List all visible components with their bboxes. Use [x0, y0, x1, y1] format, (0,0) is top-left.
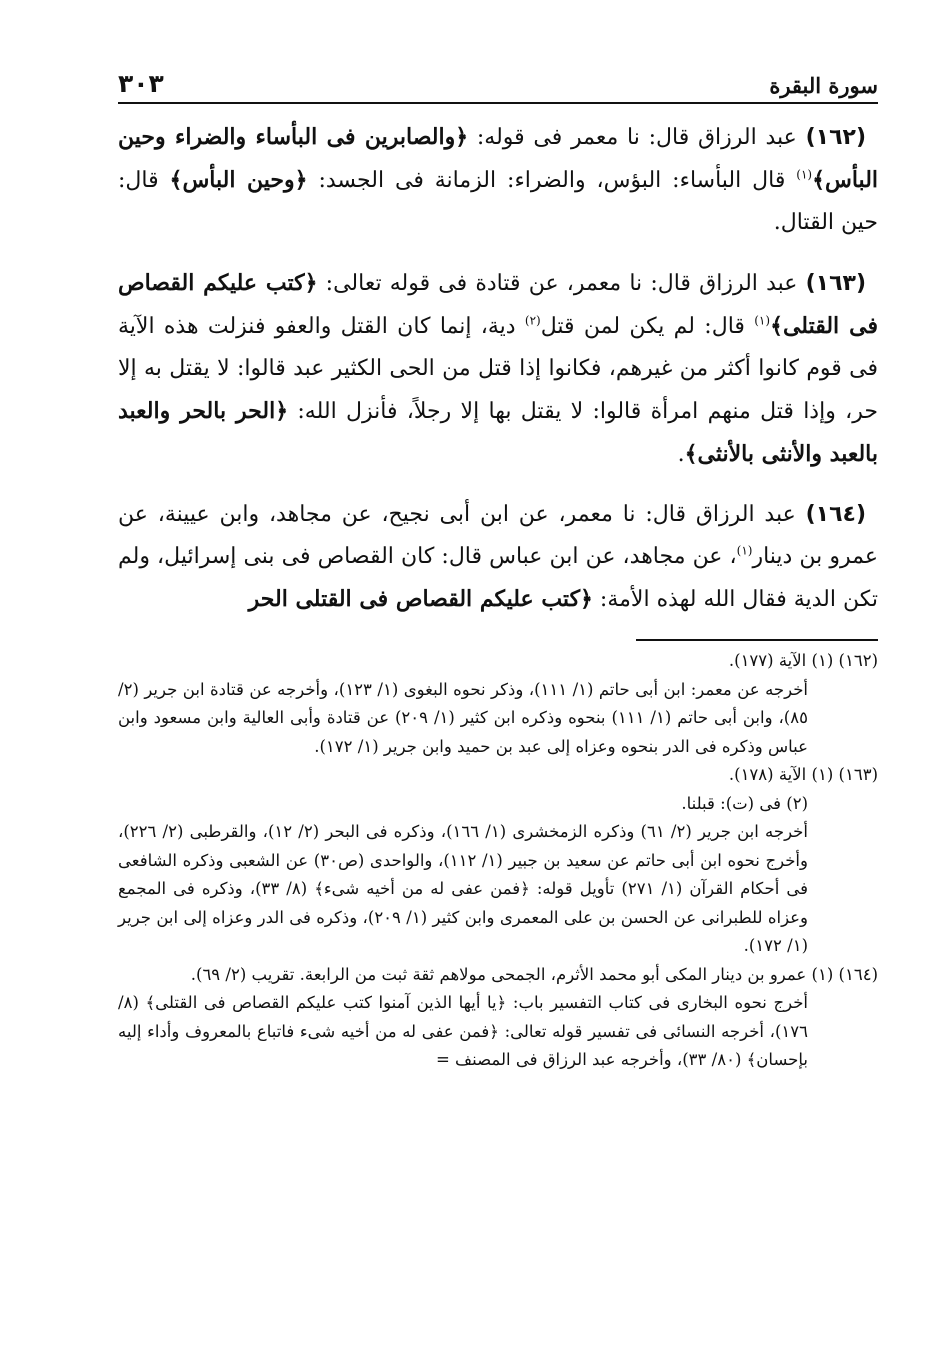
- footnote-ref: (١): [796, 167, 813, 182]
- page-number: ٣٠٣: [118, 69, 164, 98]
- paragraph-text: دية، إنما كان القتل والعفو فنزلت هذه الآية فى قوم كانوا أكثر من غيرهم، فكانوا إذا قتل من الحى الكثير عبد قالوا: لا يقتل به إلا حر، وإذا قتل منهم امرأة قالوا: لا يقتل بها إلا رجلاً، فأنزل الله:: [118, 314, 878, 424]
- hadith-number: (١٦٤): [805, 502, 866, 527]
- quran-quote: ﴿الحر بالحر والعبد بالعبد والأنثى بالأنثى﴾: [118, 398, 878, 467]
- footnote-lead: (١٦٤) (١) عمرو بن دينار المكى أبو محمد الأثرم، الجمحى مولاهم ثقة ثبت من الرابعة. تقريب (٢/ ٦٩).: [190, 964, 878, 984]
- footnote-text: أخرج نحوه البخارى فى كتاب التفسير باب: ﴿يا أيها الذين آمنوا كتب عليكم القصاص فى القتلى﴾ (٨/ ١٧٦)، أخرجه النسائى فى تفسير قوله تعالى: ﴿فمن عفى له من أخيه شىء فاتباع بالمعروف وأداء إليه بإحسان﴾ (٨٠/ ٣٣)، وأخرجه عبد الرزاق فى المصنف =: [118, 993, 808, 1069]
- paragraph-text: قال البأساء: البؤس، والضراء: الزمانة فى الجسد:: [307, 168, 797, 193]
- hadith-number: (١٦٣): [805, 271, 866, 296]
- footnote-text: أخرجه ابن جرير (٢/ ٦١) وذكره الزمخشرى (١/ ١٦٦)، وذكره فى البحر (٢/ ١٢)، والقرطبى (٢/ ٢٢٦)، وأخرج نحوه ابن أبى حاتم عن سعيد بن جبير (١/ ١١٢)، والواحدى (ص٣٠) عن الشعبى وذكره الشافعى فى أحكام القرآن (١/ ٢٧١) تأويل قوله: ﴿فمن عفى له من أخيه شىء﴾ (٨/ ٣٣)، وذكره فى المجمع وعزاه للطبرانى عن الحسن بن على المعمرى وابن كثير (١/ ٢٠٩)، وذكره فى الدر وعزاه إلى ابن جرير (١/ ١٧٢).: [118, 822, 808, 955]
- footnote-text: أخرجه عن معمر: ابن أبى حاتم (١/ ١١١)، وذكر نحوه البغوى (١/ ١٢٣)، وأخرجه عن قتادة ابن جرير (٢/ ٨٥)، وابن أبى حاتم (١/ ١١١) بنحوه وذكره ابن كثير (١/ ٢٠٩) عن قتادة وأبى العالية وابن مسعود وابن عباس وذكره فى الدر بنحوه وعزاه إلى عبد بن حميد وابن جرير (١/ ١٧٢).: [118, 679, 808, 756]
- running-title: سورة البقرة: [769, 73, 878, 98]
- paragraph-164: [118, 494, 878, 621]
- book-page: [118, 66, 878, 1075]
- paragraph-text: قال: حين القتال.: [118, 168, 878, 235]
- paragraph-text: عبد الرزاق قال: نا معمر فى قوله:: [468, 125, 806, 150]
- quran-quote: ﴿والصابرين فى البأساء والضراء وحين البأس﴾: [118, 124, 879, 193]
- footnote-subnote: (٢) فى (ت): قبلنا.: [681, 793, 808, 813]
- footnote-162: [118, 647, 878, 761]
- quran-quote: ﴿كتب عليكم القصاص فى القتلى الحر: [248, 586, 593, 612]
- footnote-ref: (٢): [524, 313, 541, 328]
- main-text: [118, 116, 878, 621]
- paragraph-text: ، عن مجاهد، عن ابن عباس قال: كان القصاص فى بنى إسرائيل، ولم تكن الدية فقال الله لهذه الأمة:: [118, 544, 878, 612]
- page-header: [118, 66, 878, 104]
- paragraph-text: .: [677, 442, 685, 467]
- paragraph-163: [118, 262, 878, 476]
- footnote-lead: (١٦٢) (١) الآية (١٧٧).: [728, 651, 878, 670]
- quran-quote: ﴿وحين البأس﴾: [169, 167, 308, 193]
- paragraph-text: قال: لم يكن لمن قتل: [540, 314, 755, 339]
- hadith-number: (١٦٢): [805, 125, 866, 150]
- footnote-ref: (١): [736, 543, 753, 558]
- paragraph-text: عبد الرزاق قال: نا معمر، عن قتادة فى قوله تعالى:: [317, 271, 806, 296]
- paragraph-162: [118, 116, 878, 244]
- footnote-163: [118, 761, 878, 961]
- footnote-164: [118, 961, 878, 1075]
- footnote-separator: [636, 639, 878, 641]
- footnote-ref: (١): [754, 313, 771, 328]
- footnotes: [118, 647, 878, 1075]
- footnote-lead: (١٦٣) (١) الآية (١٧٨).: [728, 765, 878, 784]
- quran-quote: ﴿كتب عليكم القصاص فى القتلى﴾: [118, 270, 878, 339]
- paragraph-text: عبد الرزاق قال: نا معمر، عن ابن أبى نجيح، عن مجاهد، وابن عيينة، عن عمرو بن دينار: [118, 502, 878, 569]
